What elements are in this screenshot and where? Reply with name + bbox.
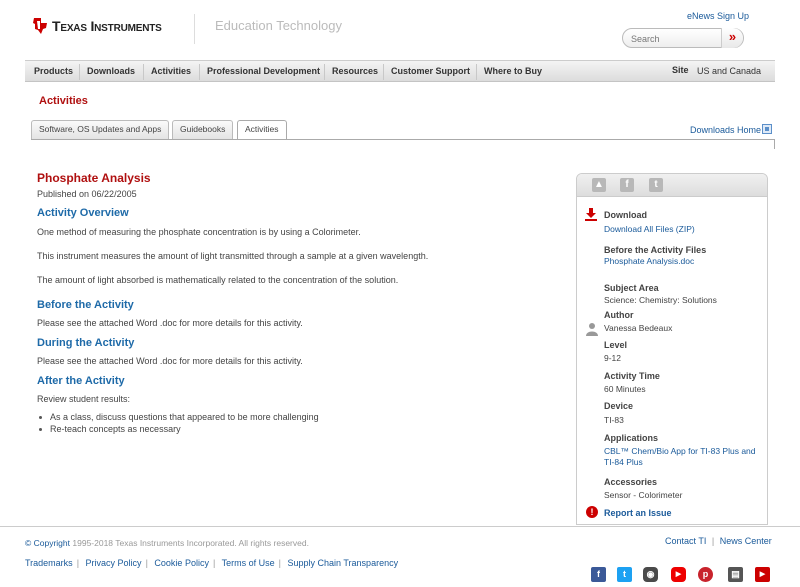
- device-value: TI-83: [604, 415, 624, 425]
- download-icon: [585, 208, 597, 221]
- overview-paragraph: The amount of light absorbed is mathematically related to the concentration of the solution.: [37, 275, 399, 285]
- tab-underline-edge: [774, 139, 775, 149]
- overview-paragraph: One method of measuring the phosphate concentration is by using a Colorimeter.: [37, 227, 361, 237]
- search-button[interactable]: »: [721, 28, 743, 48]
- accessories-label: Accessories: [604, 477, 658, 487]
- nav-divider: [143, 64, 144, 80]
- before-files-label: Before the Activity Files: [604, 245, 707, 255]
- level-label: Level: [604, 340, 628, 350]
- header-divider: [194, 14, 195, 44]
- subject-area-label: Subject Area: [604, 283, 659, 293]
- copyright-link[interactable]: © Copyright: [25, 538, 71, 548]
- share-bar: [577, 174, 767, 197]
- twitter-icon[interactable]: t: [617, 567, 632, 582]
- downloads-home-link[interactable]: Downloads Home: [690, 125, 762, 135]
- list-item: Re-teach concepts as necessary: [37, 424, 537, 434]
- nav-item-products[interactable]: Products: [34, 66, 74, 76]
- trademarks-link[interactable]: Trademarks: [25, 558, 73, 568]
- ti-state-icon: [32, 17, 48, 35]
- applications-link[interactable]: CBL™ Chem/Bio App for TI-83 Plus and TI-84 Plus: [604, 446, 756, 467]
- activity-time-label: Activity Time: [604, 371, 660, 381]
- cookie-policy-link[interactable]: Cookie Policy: [154, 558, 209, 568]
- footer-contact: [665, 536, 772, 546]
- nav-item-professional-development[interactable]: Professional Development: [207, 66, 321, 76]
- report-issue-link[interactable]: Report an Issue: [604, 508, 672, 518]
- nav-item-where-to-buy[interactable]: Where to Buy: [484, 66, 543, 76]
- home-icon[interactable]: [762, 124, 772, 134]
- tab-software-os-updates[interactable]: Software, OS Updates and Apps: [31, 120, 169, 139]
- nav-item-customer-support[interactable]: Customer Support: [391, 66, 471, 76]
- brand-name: Texas Instruments: [52, 18, 162, 34]
- facebook-icon[interactable]: f: [591, 567, 606, 582]
- ti-blog-icon[interactable]: ▤: [728, 567, 743, 582]
- activity-details-sidebar: [576, 173, 768, 525]
- site-header: [0, 0, 800, 58]
- tab-guidebooks[interactable]: Guidebooks: [172, 120, 233, 139]
- nav-divider: [476, 64, 477, 80]
- device-label: Device: [604, 401, 634, 411]
- before-activity-text: Please see the attached Word .doc for more details for this activity.: [37, 318, 303, 328]
- overview-heading: Activity Overview: [37, 207, 129, 219]
- activity-title: Phosphate Analysis: [37, 171, 151, 185]
- after-activity-text: Review student results:: [37, 394, 131, 404]
- thumbs-up-icon[interactable]: ▲: [592, 178, 606, 192]
- nav-divider: [383, 64, 384, 80]
- footer-separator: |: [145, 558, 148, 568]
- tab-underline: [31, 139, 775, 140]
- ti-logo[interactable]: [32, 17, 162, 35]
- after-activity-list: [37, 412, 537, 434]
- facebook-share-icon[interactable]: f: [620, 178, 634, 192]
- after-activity-heading: After the Activity: [37, 375, 125, 387]
- nav-item-resources[interactable]: Resources: [332, 66, 379, 76]
- privacy-policy-link[interactable]: Privacy Policy: [85, 558, 142, 568]
- pinterest-icon[interactable]: p: [698, 567, 713, 582]
- nav-item-downloads[interactable]: Downloads: [87, 66, 136, 76]
- before-activity-heading: Before the Activity: [37, 299, 134, 311]
- footer-separator: |: [76, 558, 80, 568]
- instagram-icon[interactable]: ◉: [643, 567, 658, 582]
- footer-separator: |: [212, 558, 216, 568]
- before-files-link[interactable]: Phosphate Analysis.doc: [604, 256, 695, 266]
- applications-label: Applications: [604, 433, 659, 443]
- nav-divider: [324, 64, 325, 80]
- footer-links: [25, 558, 398, 568]
- main-nav: [25, 60, 775, 82]
- copyright: [25, 538, 309, 548]
- enews-signup-link[interactable]: eNews Sign Up: [687, 11, 750, 21]
- activity-time-value: 60 Minutes: [604, 384, 646, 394]
- nav-divider: [199, 64, 200, 80]
- page-title: Activities: [39, 95, 88, 107]
- during-activity-heading: During the Activity: [37, 337, 135, 349]
- twitter-share-icon[interactable]: t: [649, 178, 663, 192]
- accessories-value: Sensor - Colorimeter: [604, 490, 683, 500]
- site-selector[interactable]: US and Canada: [697, 66, 762, 76]
- report-issue-icon: !: [586, 506, 598, 518]
- nav-divider: [79, 64, 80, 80]
- level-value: 9-12: [604, 353, 622, 363]
- site-label: Site: [672, 65, 689, 75]
- footer-divider: [0, 526, 800, 527]
- copyright-text: 1995-2018 Texas Instruments Incorporated. All rights reserved.: [72, 538, 309, 548]
- author-icon: [586, 322, 598, 336]
- youtube-icon[interactable]: ▶: [671, 567, 686, 582]
- search-input[interactable]: [631, 32, 721, 45]
- activity-content: [37, 171, 537, 436]
- search-box: [622, 28, 744, 48]
- subject-area-value: Science: Chemistry: Solutions: [604, 295, 717, 305]
- news-center-link[interactable]: News Center: [719, 536, 772, 546]
- youtube-edu-icon[interactable]: ▶: [755, 567, 770, 582]
- footer-separator: |: [278, 558, 281, 568]
- list-item: As a class, discuss questions that appeared to be more challenging: [37, 412, 537, 422]
- download-all-files-link[interactable]: Download All Files (ZIP): [604, 224, 695, 234]
- footer-separator: |: [711, 536, 715, 546]
- download-label: Download: [604, 210, 647, 220]
- published-date: Published on 06/22/2005: [37, 189, 137, 199]
- tab-activities[interactable]: Activities: [237, 120, 287, 140]
- nav-item-activities[interactable]: Activities: [151, 66, 192, 76]
- contact-ti-link[interactable]: Contact TI: [665, 536, 707, 546]
- author-value: Vanessa Bedeaux: [604, 323, 673, 333]
- terms-of-use-link[interactable]: Terms of Use: [221, 558, 275, 568]
- during-activity-text: Please see the attached Word .doc for more details for this activity.: [37, 356, 303, 366]
- supply-chain-transparency-link[interactable]: Supply Chain Transparency: [287, 558, 399, 568]
- overview-paragraph: This instrument measures the amount of light transmitted through a sample at a given wavelength.: [37, 251, 429, 261]
- section-title: Education Technology: [215, 18, 342, 33]
- author-label: Author: [604, 310, 634, 320]
